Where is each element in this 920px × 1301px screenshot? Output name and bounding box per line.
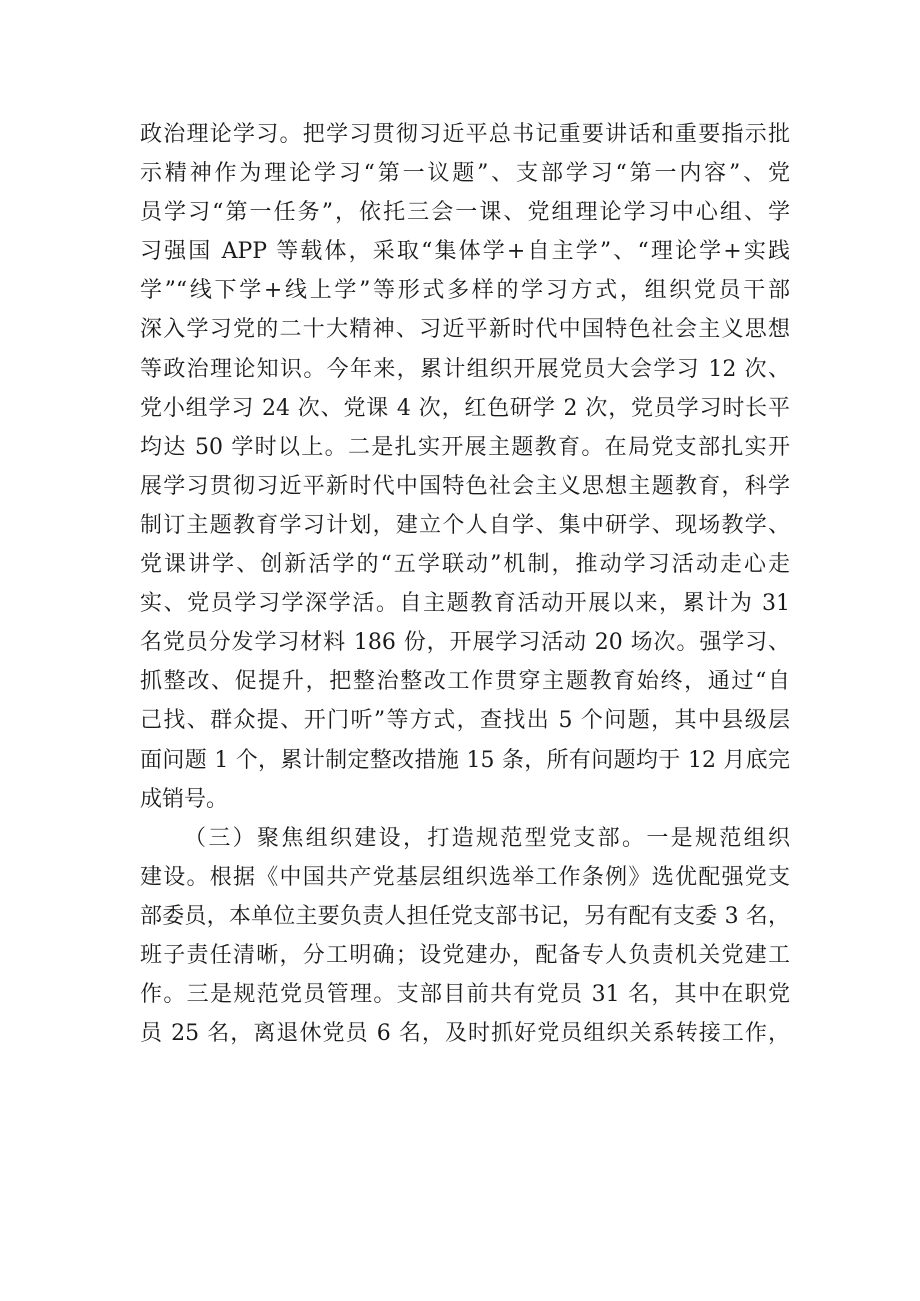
text-line: 成销号。: [140, 786, 229, 812]
text-line: 员学习“第一任务”，依托三会一课、党组理论学习中心组、学: [140, 200, 790, 226]
text-line: 展学习贯彻习近平新时代中国特色社会主义思想主题教育，科学: [140, 473, 790, 499]
text-line: 示精神作为理论学习“第一议题”、支部学习“第一内容”、党: [140, 161, 790, 187]
text-line: 抓整改、促提升，把整治整改工作贯穿主题教育始终，通过“自: [140, 669, 790, 695]
text-line: 学”“线下学+线上学”等形式多样的学习方式，组织党员干部: [140, 278, 790, 304]
text-line: 党小组学习 24 次、党课 4 次，红色研学 2 次，党员学习时长平: [140, 395, 790, 421]
text-line: 深入学习党的二十大精神、习近平新时代中国特色社会主义思想: [140, 317, 790, 343]
text-line: 均达 50 学时以上。二是扎实开展主题教育。在局党支部扎实开: [140, 434, 790, 460]
section-heading-line: （三）聚焦组织建设，打造规范型党支部。一是规范组织: [184, 825, 790, 851]
text-line: 党课讲学、创新活学的“五学联动”机制，推动学习活动走心走: [140, 552, 790, 578]
text-line: 习强国 APP 等载体，采取“集体学+自主学”、“理论学+实践: [140, 239, 790, 265]
text-line: 等政治理论知识。今年来，累计组织开展党员大会学习 12 次、: [140, 356, 790, 382]
text-line: 面问题 1 个，累计制定整改措施 15 条，所有问题均于 12 月底完: [140, 747, 790, 773]
paragraph-study-education: [140, 115, 790, 819]
text-line: 名党员分发学习材料 186 份，开展学习活动 20 场次。强学习、: [140, 630, 790, 656]
paragraph-organization-building: [140, 819, 790, 1054]
text-line: 制订主题教育学习计划，建立个人自学、集中研学、现场教学、: [140, 512, 790, 538]
text-line: 部委员，本单位主要负责人担任党支部书记，另有配有支委 3 名，: [140, 903, 790, 929]
text-line: 作。三是规范党员管理。支部目前共有党员 31 名，其中在职党: [140, 982, 790, 1008]
text-line: 实、党员学习学深学活。自主题教育活动开展以来，累计为 31: [140, 591, 790, 617]
text-line: 政治理论学习。把学习贯彻习近平总书记重要讲话和重要指示批: [140, 122, 790, 147]
text-line: 己找、群众提、开门听”等方式，查找出 5 个问题，其中县级层: [140, 708, 790, 734]
document-body: [140, 115, 790, 1053]
text-line: 员 25 名，离退休党员 6 名，及时抓好党员组织关系转接工作，: [140, 1021, 790, 1047]
text-line: 班子责任清晰，分工明确；设党建办，配备专人负责机关党建工: [140, 942, 790, 968]
text-line: 建设。根据《中国共产党基层组织选举工作条例》选优配强党支: [140, 864, 790, 890]
